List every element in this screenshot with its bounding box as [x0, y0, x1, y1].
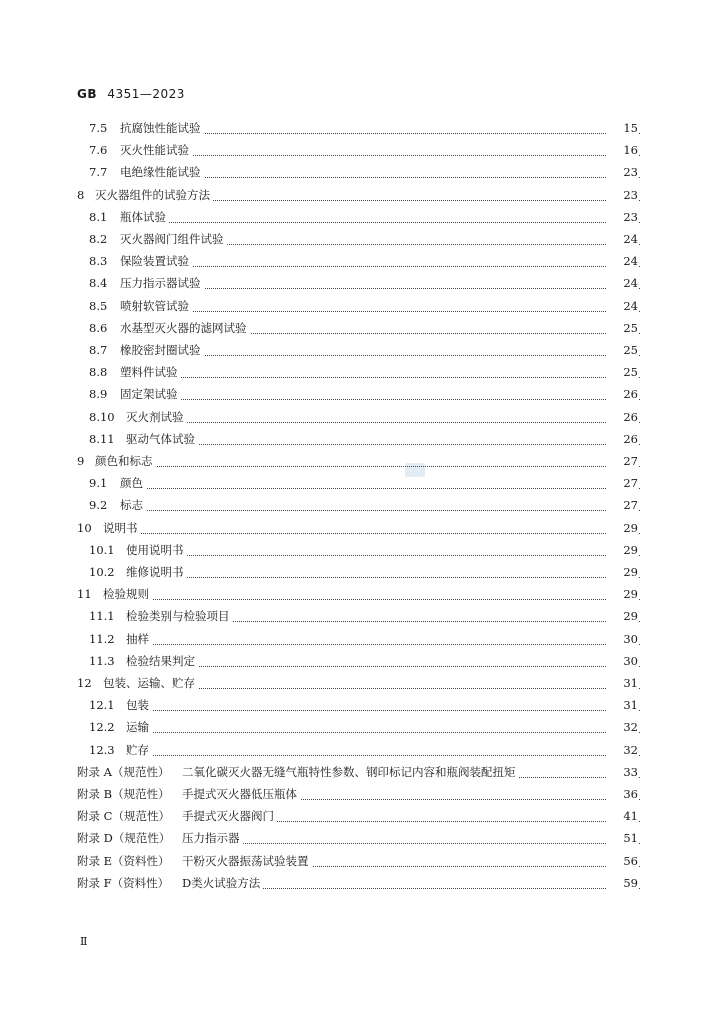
toc-entry-number: 8.8 — [89, 365, 108, 380]
toc-entry-page: 27 — [607, 494, 638, 516]
toc-entry-page: 36 — [607, 783, 638, 805]
toc-dot-leader — [103, 577, 640, 600]
toc-entry-title: 喷射软管试验 — [120, 295, 192, 317]
toc-entry-number: 12 — [77, 676, 92, 690]
toc-dot-leader — [120, 466, 640, 489]
toc-entry-title: 手提式灭火器低压瓶体 — [182, 783, 300, 805]
toc-entry-title: 灭火器阀门组件试验 — [120, 228, 227, 250]
toc-entry-number: 8.7 — [89, 343, 108, 357]
toc-entry-page: 24 — [607, 295, 638, 317]
toc-dot-leader — [126, 710, 640, 733]
toc-entry-title: 贮存 — [126, 739, 152, 761]
toc-entry-page: 23 — [607, 206, 638, 228]
toc-entry-page: 29 — [607, 605, 638, 627]
toc-dot-leader — [126, 400, 640, 423]
toc-dot-leader — [120, 488, 640, 511]
toc-dot-leader — [95, 444, 640, 467]
toc-entry-page: 26 — [607, 428, 638, 450]
toc-entry-title: 检验类别与检验项目 — [126, 605, 233, 627]
toc-entry-number: 11.3 — [89, 653, 115, 668]
toc-entry-number: 8.3 — [89, 254, 108, 269]
document-header — [77, 87, 185, 101]
toc-entry-number: 8.10 — [89, 409, 115, 424]
toc-entry-page: 33 — [607, 761, 638, 783]
toc-entry-page: 29 — [607, 583, 638, 605]
toc-entry-number: 8 — [77, 187, 85, 202]
toc-entry-title: 颜色和标志 — [95, 450, 156, 472]
toc-entry-number: 10 — [77, 520, 92, 535]
toc-entry-number: 12.1 — [89, 698, 115, 713]
toc-entry-number: 8.9 — [89, 387, 108, 402]
toc-dot-leader — [126, 555, 640, 578]
toc-entry-title: 维修说明书 — [126, 561, 187, 583]
toc-entry-title: 检验规则 — [103, 583, 152, 605]
toc-entry-page: 15 — [607, 117, 638, 139]
toc-entry-number: 7.6 — [89, 143, 108, 158]
toc-entry-title: 橡胶密封圈试验 — [120, 339, 204, 361]
toc-entry-page: 31 — [607, 694, 638, 716]
toc-entry-page: 32 — [607, 716, 638, 738]
toc-entry-number: 附录 E（资料性） — [77, 853, 170, 868]
toc-entry-page: 23 — [607, 161, 638, 183]
toc-entry-page: 24 — [607, 228, 638, 250]
toc-entry-number: 附录 B（规范性） — [77, 787, 170, 801]
toc-entry-number: 11 — [77, 587, 92, 602]
toc-entry-number: 附录 D（规范性） — [77, 831, 171, 846]
toc-dot-leader — [182, 821, 640, 844]
toc-entry-page: 26 — [607, 383, 638, 405]
toc-entry-number: 11.2 — [89, 631, 115, 646]
toc-entry-title: 二氧化碳灭火器无缝气瓶特性参数、钢印标记内容和瓶阀装配扭矩 — [182, 761, 519, 783]
toc-entry-number: 11.1 — [89, 609, 115, 624]
toc-entry-page: 27 — [607, 472, 638, 494]
toc-entry-number: 10.2 — [89, 565, 115, 579]
toc-entry-page: 23 — [607, 184, 638, 206]
toc-entry-page: 29 — [607, 517, 638, 539]
toc-entry-number: 附录 F（资料性） — [77, 875, 170, 890]
toc-dot-leader — [126, 644, 640, 667]
toc-entry-title: 使用说明书 — [126, 539, 187, 561]
toc-entry-title: 固定架试验 — [120, 383, 181, 405]
standard-prefix: GB — [77, 87, 97, 101]
toc-entry-title: 包装、运输、贮存 — [103, 672, 198, 694]
toc-entry-title: D类火试验方法 — [182, 872, 263, 894]
toc-entry-title: 干粉灭火器振荡试验装置 — [182, 850, 312, 872]
toc-dot-leader — [126, 422, 640, 445]
toc-entry-number: 9.2 — [89, 498, 108, 513]
toc-entry-page: 31 — [607, 672, 638, 694]
toc-entry-page: 25 — [607, 339, 638, 361]
toc-entry-page: 41 — [607, 805, 638, 827]
toc-entry-page: 30 — [607, 628, 638, 650]
toc-dot-leader — [120, 355, 640, 378]
toc-dot-leader — [120, 133, 640, 156]
toc-entry-page: 16 — [607, 139, 638, 161]
toc-entry-page: 24 — [607, 250, 638, 272]
toc-entry-page: 27 — [607, 450, 638, 472]
toc-entry-page: 25 — [607, 317, 638, 339]
toc-entry-title: 驱动气体试验 — [126, 428, 198, 450]
toc-entry-page: 32 — [607, 739, 638, 761]
toc-dot-leader — [120, 289, 640, 312]
toc-entry-page: 56 — [607, 850, 638, 872]
toc-entry[interactable] — [0, 872, 724, 894]
toc-dot-leader — [120, 244, 640, 267]
toc-entry-page: 29 — [607, 561, 638, 583]
toc-entry-number: 8.2 — [89, 232, 108, 246]
toc-entry-number: 9.1 — [89, 476, 108, 491]
toc-dot-leader — [126, 688, 640, 711]
toc-entry-number: 9 — [77, 454, 85, 468]
toc-dot-leader — [103, 511, 640, 534]
toc-entry-title: 运输 — [126, 716, 152, 738]
toc-entry-number: 7.7 — [89, 165, 108, 180]
toc-entry-number: 8.1 — [89, 209, 108, 224]
toc-dot-leader — [126, 622, 640, 645]
toc-entry-number: 8.11 — [89, 431, 115, 446]
toc-entry-title: 颜色 — [120, 472, 146, 494]
standard-number: 4351—2023 — [107, 87, 185, 101]
toc-entry-title: 说明书 — [103, 517, 141, 539]
toc-dot-leader — [120, 200, 640, 223]
toc-entry-number: 8.5 — [89, 298, 108, 313]
toc-entry-title: 压力指示器试验 — [120, 272, 204, 294]
toc-entry-number: 12.3 — [89, 742, 115, 757]
toc-dot-leader — [120, 377, 640, 400]
toc-entry-title: 手提式灭火器阀门 — [182, 805, 277, 827]
toc-entry-title: 压力指示器 — [182, 827, 243, 849]
toc-entry-title: 包装 — [126, 694, 152, 716]
toc-entry-title: 抗腐蚀性能试验 — [120, 117, 204, 139]
toc-entry-page: 30 — [607, 650, 638, 672]
toc-entry-number: 10.1 — [89, 542, 115, 557]
toc-entry-title: 水基型灭火器的滤网试验 — [120, 317, 250, 339]
toc-entry-title: 瓶体试验 — [120, 206, 169, 228]
toc-entry-title: 灭火剂试验 — [126, 406, 187, 428]
toc-entry-title: 检验结果判定 — [126, 650, 198, 672]
toc-entry-number: 附录 A（规范性） — [77, 764, 170, 779]
toc-entry-number: 附录 C（规范性） — [77, 809, 170, 824]
toc-entry-number: 8.6 — [89, 320, 108, 335]
toc-dot-leader — [126, 733, 640, 756]
toc-entry-number: 8.4 — [89, 276, 108, 291]
toc-entry-title: 电绝缘性能试验 — [120, 161, 204, 183]
toc-entry-page: 25 — [607, 361, 638, 383]
toc-entry-number: 12.2 — [89, 720, 115, 735]
toc-entry-page: 59 — [607, 872, 638, 894]
toc-entry-number: 7.5 — [89, 121, 108, 135]
page-number: Ⅱ — [80, 935, 88, 948]
toc-entry-title: 标志 — [120, 494, 146, 516]
toc-entry-title: 塑料件试验 — [120, 361, 181, 383]
toc-entry-title: 灭火性能试验 — [120, 139, 192, 161]
toc-entry-title: 保险装置试验 — [120, 250, 192, 272]
toc-entry-page: 51 — [607, 827, 638, 849]
toc-entry-title: 抽样 — [126, 628, 152, 650]
toc-dot-leader — [126, 533, 640, 556]
toc-entry-title: 灭火器组件的试验方法 — [95, 184, 213, 206]
toc-entry-page: 29 — [607, 539, 638, 561]
toc-entry-page: 26 — [607, 406, 638, 428]
toc-entry-page: 24 — [607, 272, 638, 294]
